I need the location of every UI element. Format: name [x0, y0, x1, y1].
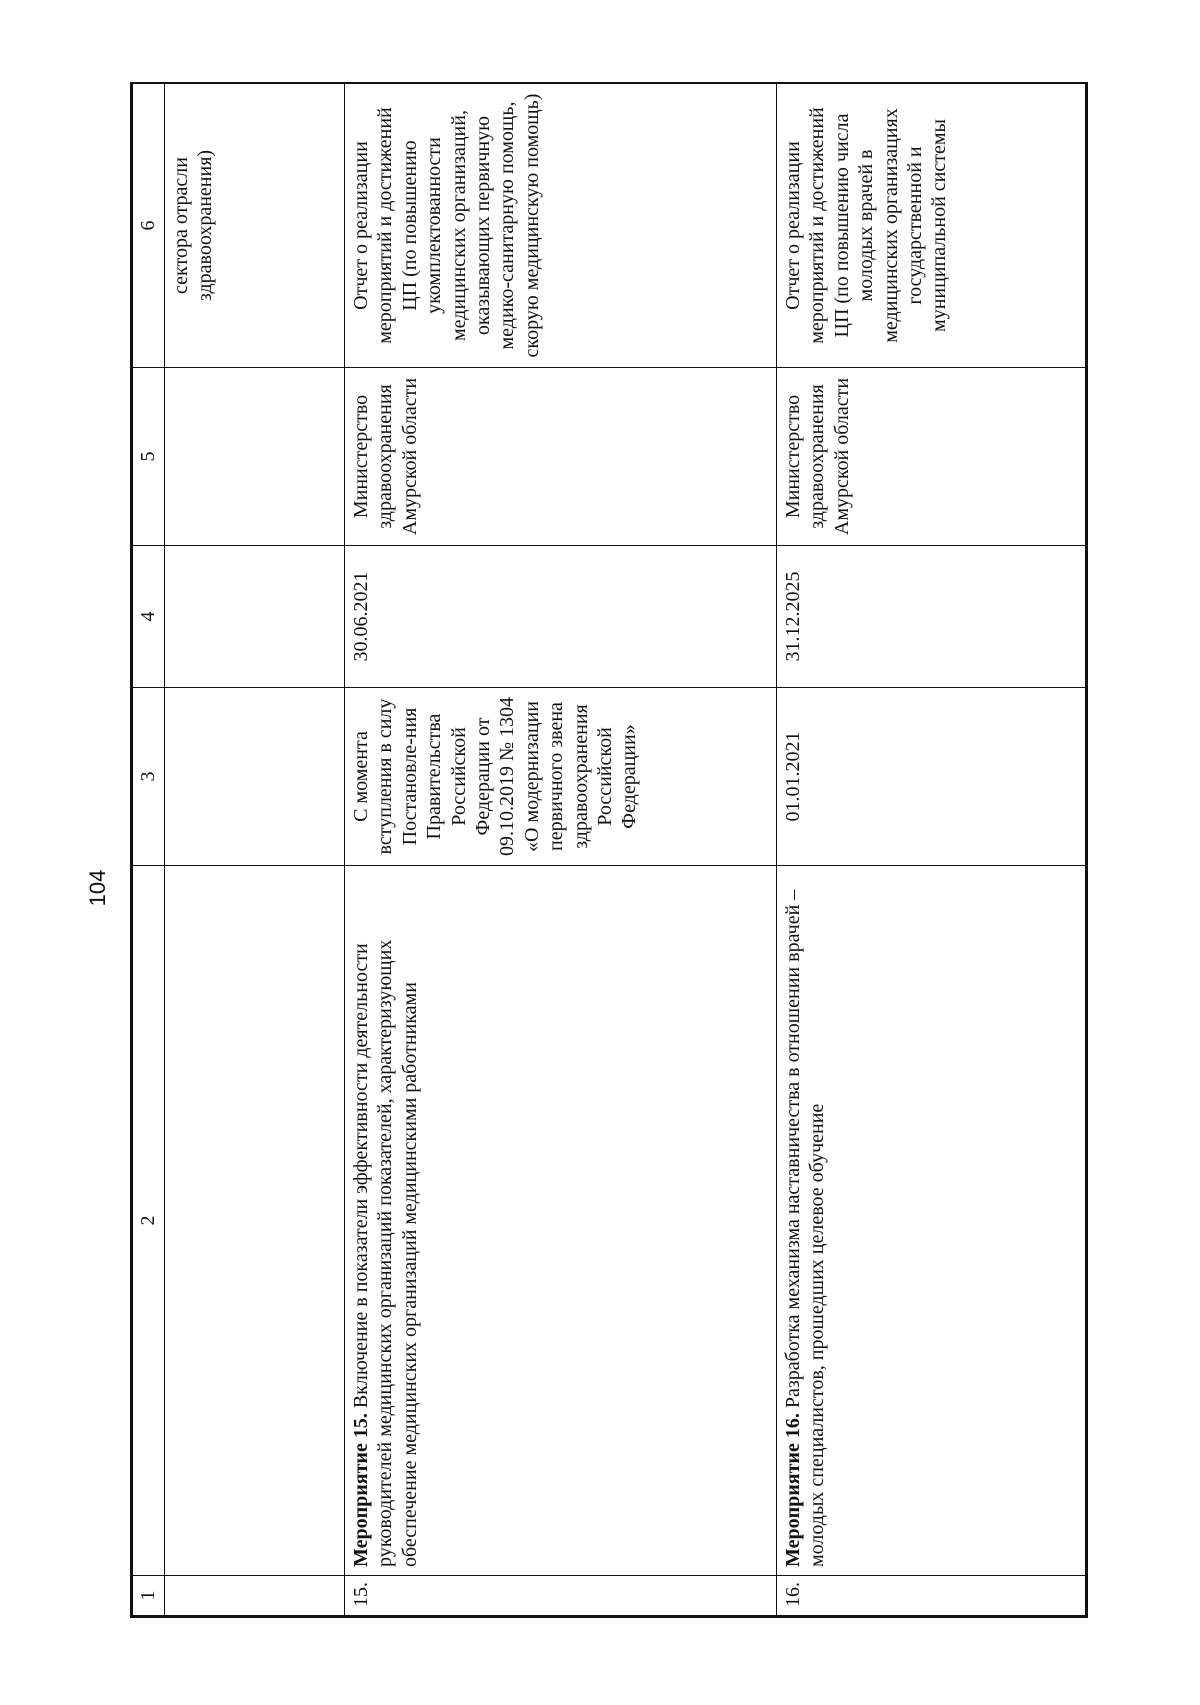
cont-col-5	[165, 368, 345, 546]
cont-col-6: сектора отрасли здравоохранения)	[165, 84, 345, 368]
row-number: 15.	[345, 1576, 777, 1616]
cont-col-3	[165, 688, 345, 866]
header-col-6: 6	[133, 84, 165, 368]
result-cell: Отчет о реализации мероприятий и достижений ЦП (по повышению укомплектованности медицинских организаций, оказывающих первичную медико-санитарную помощь, скорую медицинскую помощь)	[345, 84, 777, 368]
column-number-header-row	[133, 84, 165, 1616]
start-date-cell: 01.01.2021	[777, 688, 1086, 866]
cont-col-4	[165, 546, 345, 688]
event-label: Мероприятие 16.	[782, 1413, 804, 1567]
header-col-4: 4	[133, 546, 165, 688]
event-text: Включение в показатели эффективности деятельности руководителей медицинских организаций показателей, характеризующих обеспечение медицинских организаций медицинскими работниками	[350, 939, 421, 1567]
table-row-15	[345, 84, 777, 1616]
event-label: Мероприятие 15.	[350, 1413, 372, 1567]
end-date-cell: 30.06.2021	[345, 546, 777, 688]
document-table-frame	[130, 82, 1088, 1618]
page-number: 104	[85, 869, 110, 907]
header-col-5: 5	[133, 368, 165, 546]
event-text: Разработка механизма наставничества в отношении врачей – молодых специалистов, прошедших целевое обучение	[782, 889, 829, 1567]
cont-col-1	[165, 1576, 345, 1616]
event-cell	[345, 866, 777, 1576]
rotated-table-container	[132, 84, 1086, 1616]
header-col-1: 1	[133, 1576, 165, 1616]
end-date-cell: 31.12.2025	[777, 546, 1086, 688]
event-cell	[777, 866, 1086, 1576]
responsible-cell: Министерство здравоохранения Амурской области	[345, 368, 777, 546]
cont-col-2	[165, 866, 345, 1576]
continuation-row	[165, 84, 345, 1616]
table-row-16	[777, 84, 1086, 1616]
header-col-3: 3	[133, 688, 165, 866]
header-col-2: 2	[133, 866, 165, 1576]
activities-table	[132, 83, 1086, 1616]
responsible-cell: Министерство здравоохранения Амурской области	[777, 368, 1086, 546]
result-cell: Отчет о реализации мероприятий и достижений ЦП (по повышению числа молодых врачей в медицинских организациях государственной и муниципальной системы	[777, 84, 1086, 368]
start-date-cell: С момента вступления в силу Постановле-ния Правительства Российской Федерации от 09.10.2019 № 1304 «О модернизации первичного звена здравоохранения Российской Федерации»	[345, 688, 777, 866]
row-number: 16.	[777, 1576, 1086, 1616]
